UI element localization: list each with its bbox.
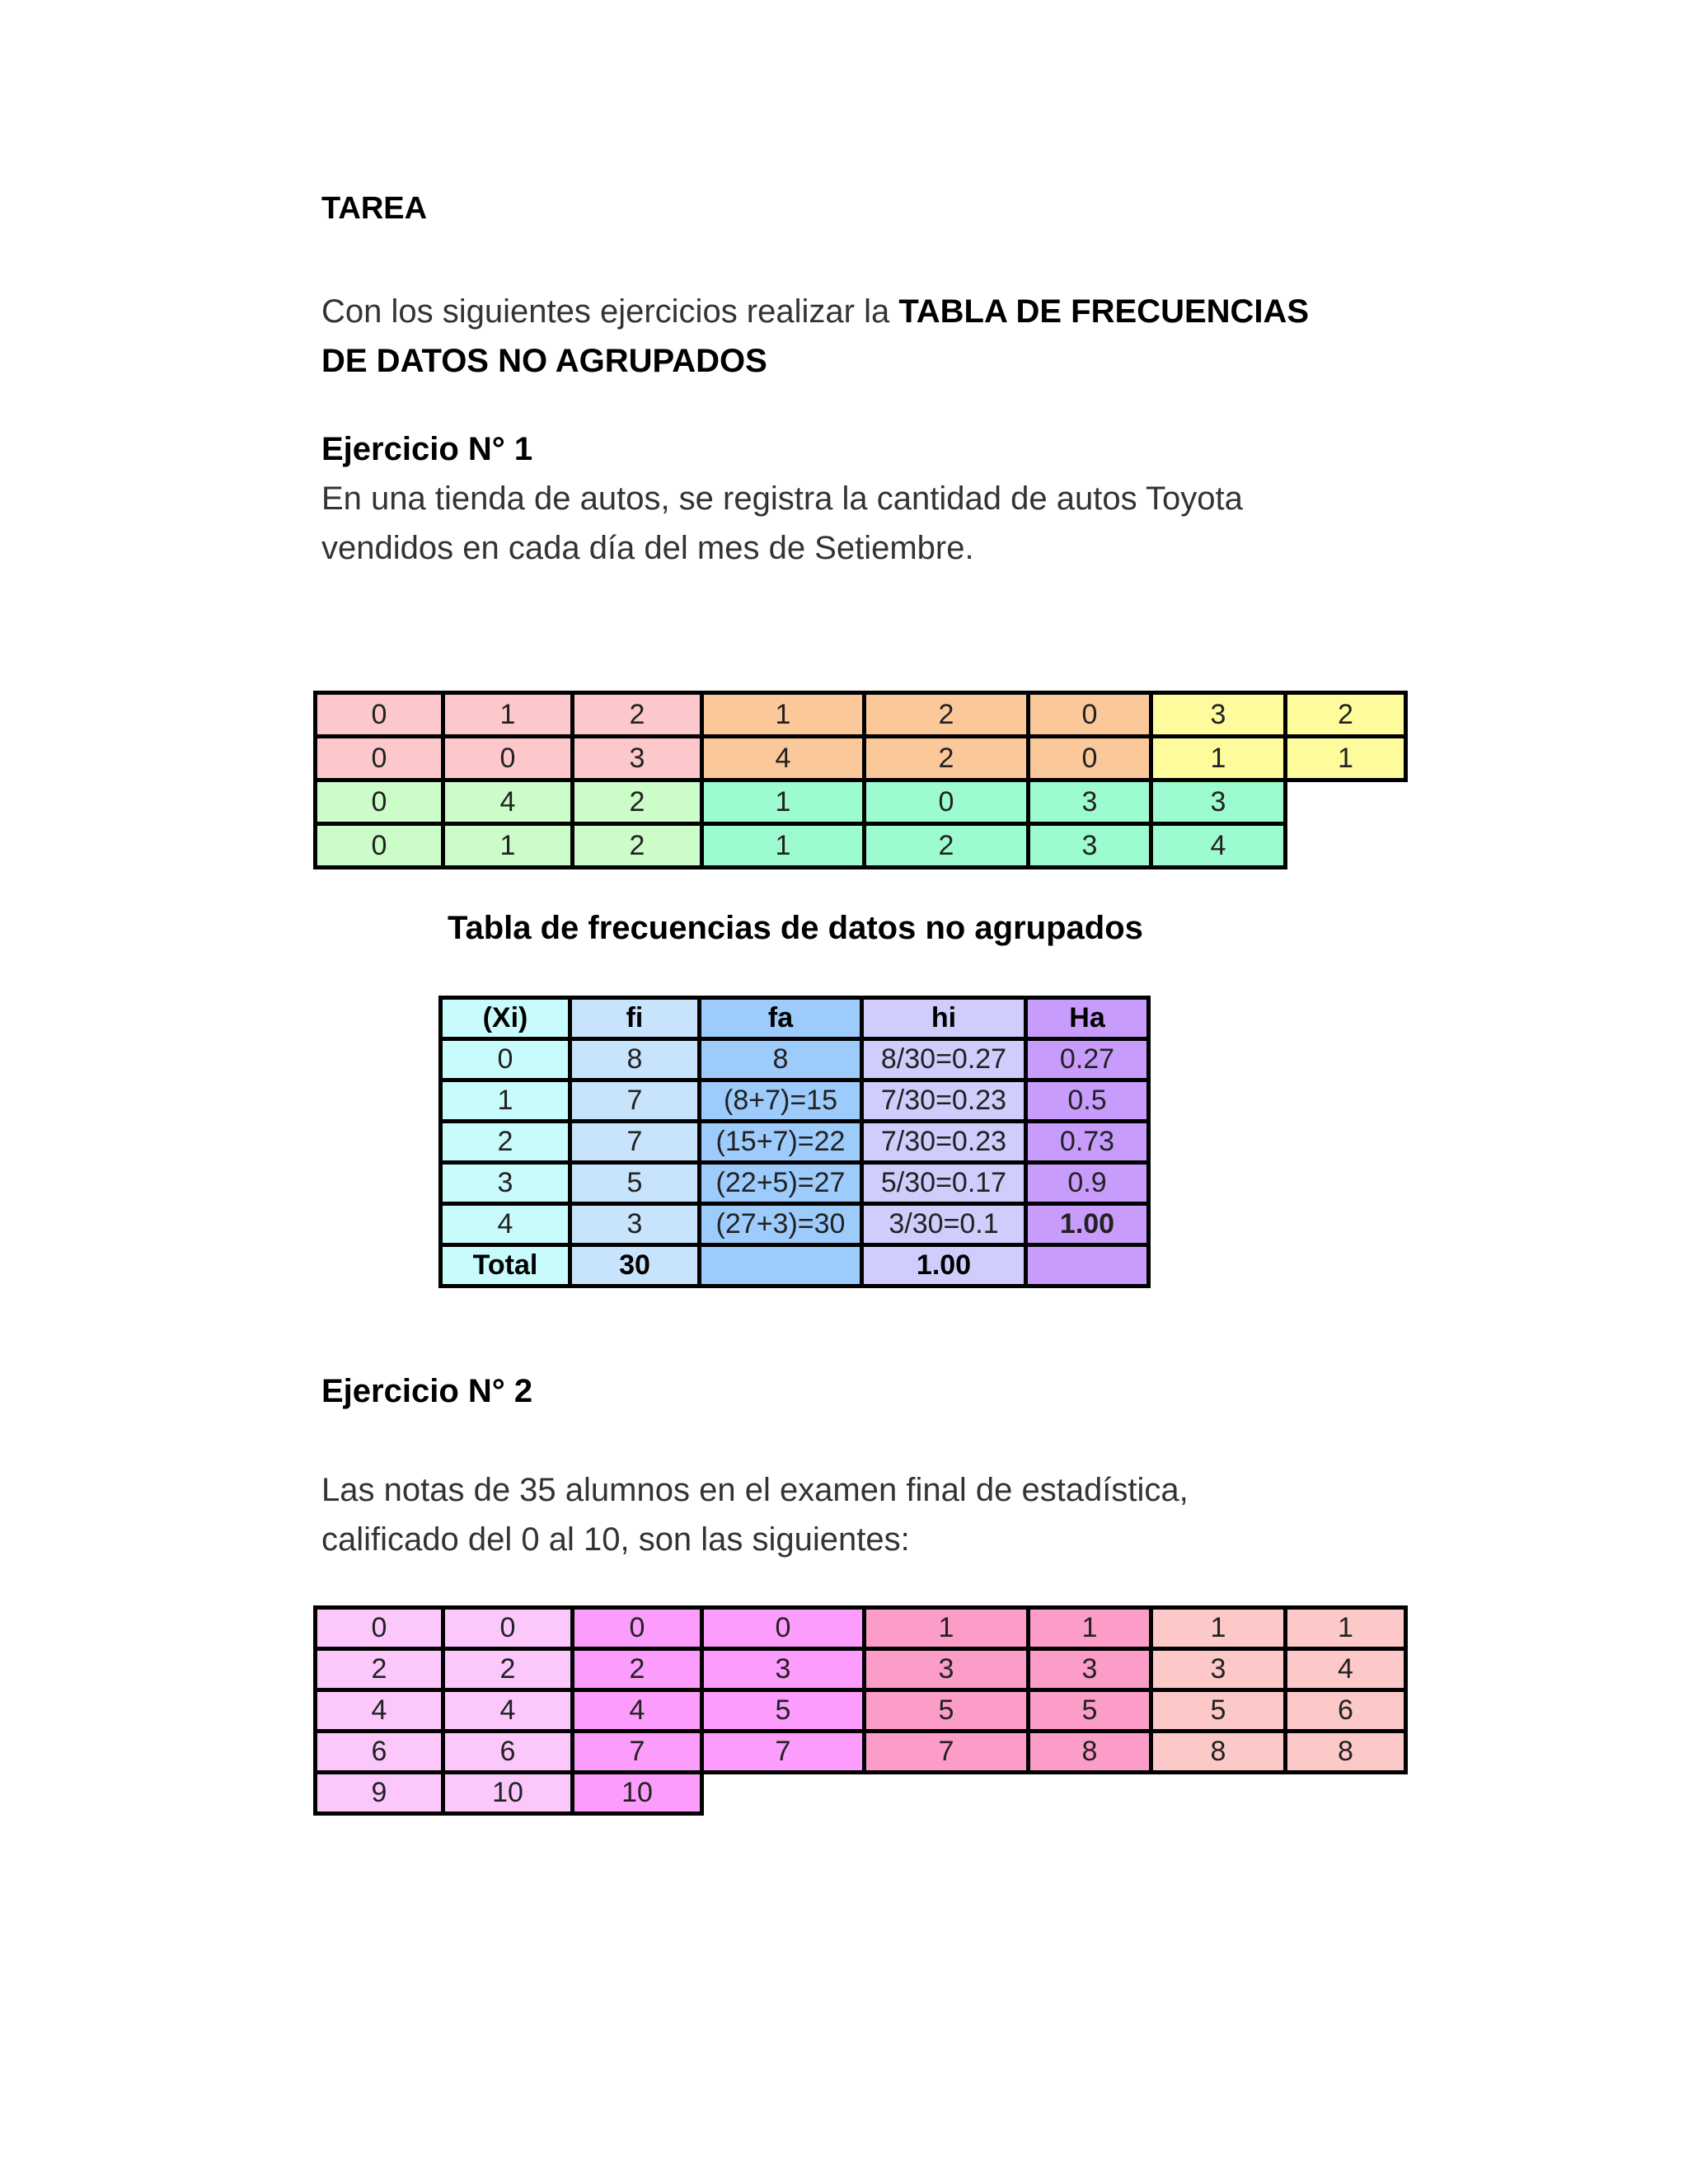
data-cell: 6 bbox=[443, 1732, 573, 1773]
data-cell: 3 bbox=[1029, 824, 1151, 868]
cell-ha: 0.27 bbox=[1026, 1039, 1149, 1080]
freq-row bbox=[441, 1080, 1149, 1122]
ex1-row bbox=[316, 824, 1406, 868]
data-cell: 0 bbox=[316, 1608, 443, 1649]
ex1-row bbox=[316, 780, 1406, 824]
data-cell: 2 bbox=[316, 1649, 443, 1690]
cell-fi: 3 bbox=[570, 1204, 700, 1245]
cell-xi: 3 bbox=[441, 1163, 570, 1204]
intro-text bbox=[321, 287, 1475, 386]
freq-total-row bbox=[441, 1245, 1149, 1286]
total-fa bbox=[700, 1245, 862, 1286]
data-cell: 0 bbox=[443, 737, 573, 780]
data-cell: 2 bbox=[443, 1649, 573, 1690]
cell-fa: 8 bbox=[700, 1039, 862, 1080]
data-cell: 3 bbox=[1151, 1649, 1286, 1690]
ex2-row bbox=[316, 1773, 1406, 1814]
data-cell: 0 bbox=[443, 1608, 573, 1649]
ex2-row bbox=[316, 1649, 1406, 1690]
ex2-row bbox=[316, 1608, 1406, 1649]
cell-xi: 0 bbox=[441, 1039, 570, 1080]
data-cell: 0 bbox=[865, 780, 1029, 824]
header-xi: (Xi) bbox=[441, 998, 570, 1039]
data-cell: 2 bbox=[573, 693, 702, 737]
data-cell: 3 bbox=[1029, 780, 1151, 824]
freq-header-row bbox=[441, 998, 1149, 1039]
total-label: Total bbox=[441, 1245, 570, 1286]
freq-row bbox=[441, 1163, 1149, 1204]
data-cell: 5 bbox=[865, 1690, 1029, 1732]
data-cell: 0 bbox=[316, 780, 443, 824]
cell-xi: 4 bbox=[441, 1204, 570, 1245]
data-cell: 0 bbox=[316, 737, 443, 780]
data-cell: 3 bbox=[1151, 780, 1286, 824]
data-cell: 2 bbox=[865, 737, 1029, 780]
cell-hi: 8/30=0.27 bbox=[862, 1039, 1026, 1080]
data-cell: 8 bbox=[1151, 1732, 1286, 1773]
ex1-row bbox=[316, 737, 1406, 780]
data-cell: 0 bbox=[702, 1608, 865, 1649]
data-cell: 7 bbox=[573, 1732, 702, 1773]
freq-row bbox=[441, 1204, 1149, 1245]
data-cell: 2 bbox=[573, 824, 702, 868]
cell-ha: 0.73 bbox=[1026, 1122, 1149, 1163]
ex2-row bbox=[316, 1732, 1406, 1773]
data-cell: 8 bbox=[1286, 1732, 1406, 1773]
ex2-description bbox=[321, 1465, 1558, 1564]
ex1-row bbox=[316, 693, 1406, 737]
data-cell: 6 bbox=[316, 1732, 443, 1773]
cell-fa: (27+3)=30 bbox=[700, 1204, 862, 1245]
empty-cell bbox=[1286, 1773, 1406, 1814]
data-cell: 2 bbox=[865, 693, 1029, 737]
header-fi: fi bbox=[570, 998, 700, 1039]
empty-cell bbox=[1151, 1773, 1286, 1814]
data-cell: 4 bbox=[573, 1690, 702, 1732]
header-ha: Ha bbox=[1026, 998, 1149, 1039]
empty-cell bbox=[702, 1773, 865, 1814]
cell-fi: 8 bbox=[570, 1039, 700, 1080]
data-cell: 10 bbox=[443, 1773, 573, 1814]
cell-xi: 2 bbox=[441, 1122, 570, 1163]
data-cell: 5 bbox=[1151, 1690, 1286, 1732]
data-cell: 1 bbox=[1286, 737, 1406, 780]
data-cell: 2 bbox=[865, 824, 1029, 868]
ex1-description bbox=[321, 474, 1558, 573]
data-cell: 3 bbox=[702, 1649, 865, 1690]
cell-ha: 0.5 bbox=[1026, 1080, 1149, 1122]
ex2-line2: calificado del 0 al 10, son las siguientes: bbox=[321, 1521, 910, 1558]
cell-fa: (22+5)=27 bbox=[700, 1163, 862, 1204]
cell-hi: 7/30=0.23 bbox=[862, 1080, 1026, 1122]
freq-row bbox=[441, 1039, 1149, 1080]
data-cell: 1 bbox=[1029, 1608, 1151, 1649]
data-cell: 1 bbox=[1151, 1608, 1286, 1649]
data-cell: 4 bbox=[1151, 824, 1286, 868]
data-cell: 9 bbox=[316, 1773, 443, 1814]
cell-fa: (8+7)=15 bbox=[700, 1080, 862, 1122]
ex2-heading: Ejercicio N° 2 bbox=[321, 1373, 533, 1409]
data-cell: 0 bbox=[1029, 737, 1151, 780]
freq-table-title: Tabla de frecuencias de datos no agrupados bbox=[448, 910, 1143, 946]
data-cell: 5 bbox=[702, 1690, 865, 1732]
data-cell: 1 bbox=[702, 824, 865, 868]
ex1-heading: Ejercicio N° 1 bbox=[321, 431, 533, 467]
data-cell: 4 bbox=[1286, 1649, 1406, 1690]
total-fi: 30 bbox=[570, 1245, 700, 1286]
ex1-line1: En una tienda de autos, se registra la cantidad de autos Toyota bbox=[321, 480, 1243, 517]
ex1-data-table bbox=[313, 691, 1408, 869]
total-hi: 1.00 bbox=[862, 1245, 1026, 1286]
data-cell: 4 bbox=[316, 1690, 443, 1732]
data-cell: 3 bbox=[573, 737, 702, 780]
data-cell: 0 bbox=[1029, 693, 1151, 737]
data-cell: 4 bbox=[443, 780, 573, 824]
ex2-data-table bbox=[313, 1605, 1408, 1816]
intro-bold-2: DE DATOS NO AGRUPADOS bbox=[321, 343, 767, 379]
data-cell: 7 bbox=[702, 1732, 865, 1773]
data-cell: 2 bbox=[573, 780, 702, 824]
empty-cell bbox=[1286, 780, 1406, 824]
intro-bold-1: TABLA DE FRECUENCIAS bbox=[898, 293, 1310, 330]
data-cell: 2 bbox=[573, 1649, 702, 1690]
data-cell: 0 bbox=[316, 693, 443, 737]
data-cell: 1 bbox=[443, 824, 573, 868]
data-cell: 3 bbox=[1029, 1649, 1151, 1690]
total-ha bbox=[1026, 1245, 1149, 1286]
data-cell: 4 bbox=[702, 737, 865, 780]
header-fa: fa bbox=[700, 998, 862, 1039]
empty-cell bbox=[1286, 824, 1406, 868]
cell-fa: (15+7)=22 bbox=[700, 1122, 862, 1163]
freq-table bbox=[438, 996, 1151, 1288]
data-cell: 7 bbox=[865, 1732, 1029, 1773]
data-cell: 3 bbox=[865, 1649, 1029, 1690]
data-cell: 1 bbox=[1286, 1608, 1406, 1649]
cell-fi: 7 bbox=[570, 1080, 700, 1122]
data-cell: 0 bbox=[573, 1608, 702, 1649]
data-cell: 2 bbox=[1286, 693, 1406, 737]
cell-hi: 3/30=0.1 bbox=[862, 1204, 1026, 1245]
empty-cell bbox=[1029, 1773, 1151, 1814]
ex2-row bbox=[316, 1690, 1406, 1732]
cell-ha: 0.9 bbox=[1026, 1163, 1149, 1204]
data-cell: 1 bbox=[865, 1608, 1029, 1649]
data-cell: 1 bbox=[702, 693, 865, 737]
data-cell: 3 bbox=[1151, 693, 1286, 737]
cell-xi: 1 bbox=[441, 1080, 570, 1122]
data-cell: 1 bbox=[702, 780, 865, 824]
data-cell: 1 bbox=[443, 693, 573, 737]
data-cell: 0 bbox=[316, 824, 443, 868]
data-cell: 1 bbox=[1151, 737, 1286, 780]
cell-fi: 5 bbox=[570, 1163, 700, 1204]
cell-hi: 7/30=0.23 bbox=[862, 1122, 1026, 1163]
data-cell: 5 bbox=[1029, 1690, 1151, 1732]
freq-row bbox=[441, 1122, 1149, 1163]
data-cell: 4 bbox=[443, 1690, 573, 1732]
cell-fi: 7 bbox=[570, 1122, 700, 1163]
page-title: TAREA bbox=[321, 191, 428, 226]
data-cell: 6 bbox=[1286, 1690, 1406, 1732]
intro-plain: Con los siguientes ejercicios realizar la bbox=[321, 293, 899, 330]
empty-cell bbox=[865, 1773, 1029, 1814]
data-cell: 8 bbox=[1029, 1732, 1151, 1773]
ex2-line1: Las notas de 35 alumnos en el examen final de estadística, bbox=[321, 1472, 1189, 1508]
data-cell: 10 bbox=[573, 1773, 702, 1814]
ex1-line2: vendidos en cada día del mes de Setiembre. bbox=[321, 530, 974, 566]
cell-hi: 5/30=0.17 bbox=[862, 1163, 1026, 1204]
cell-ha: 1.00 bbox=[1026, 1204, 1149, 1245]
header-hi: hi bbox=[862, 998, 1026, 1039]
